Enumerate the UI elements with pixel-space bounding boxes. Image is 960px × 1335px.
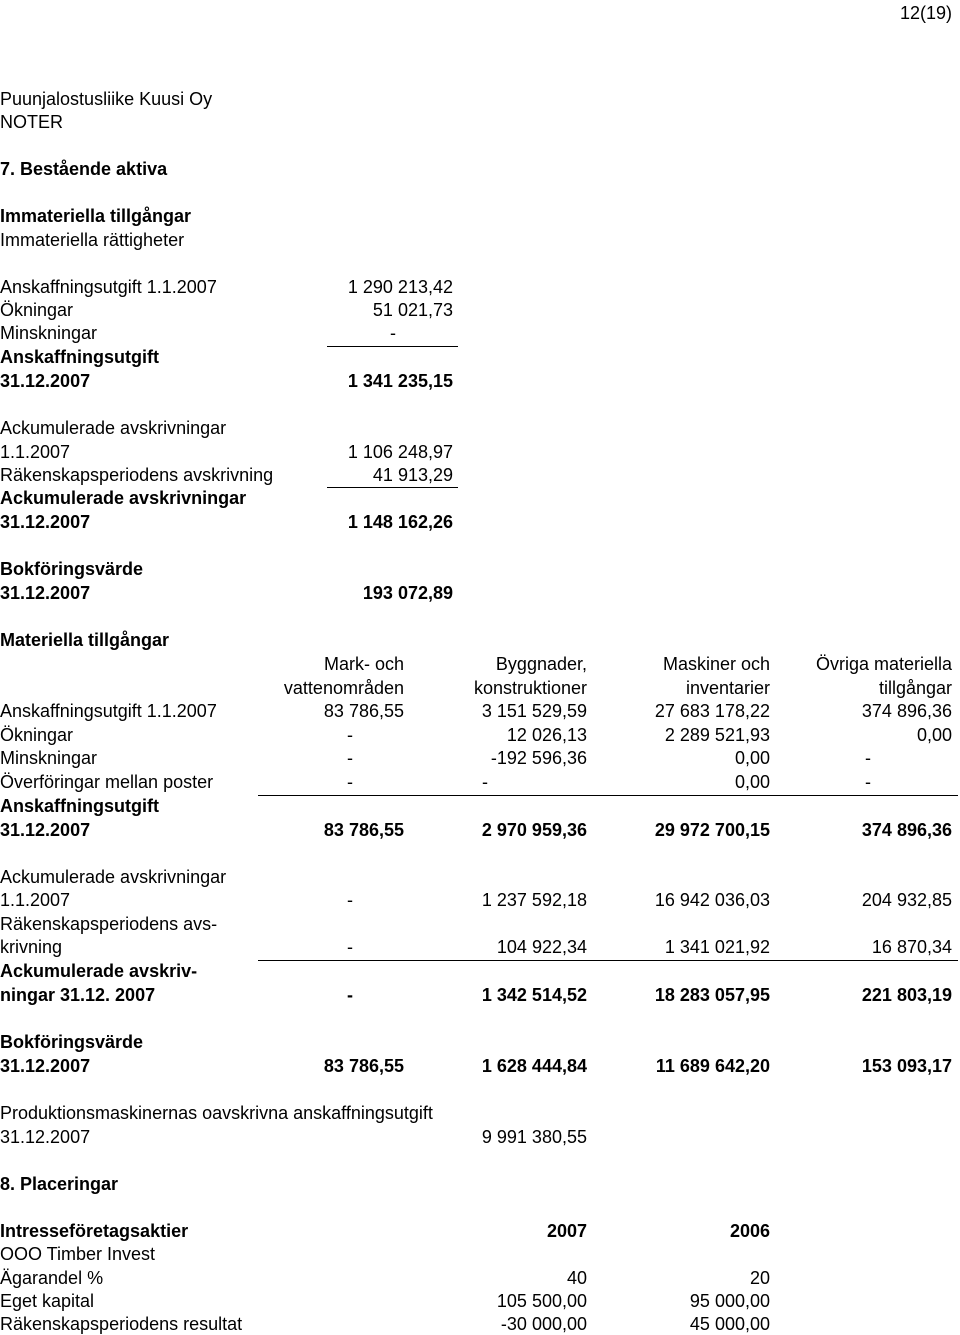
col-header-land-1: Mark- och <box>323 654 404 674</box>
intangible-decreases-label: Minskningar <box>0 323 98 343</box>
tangible-dep-other: 16 870,34 <box>871 937 952 957</box>
col-header-buildings-1: Byggnader, <box>495 654 587 674</box>
ownership-label: Ägarandel % <box>0 1268 104 1288</box>
tangible-cost-total-buildings: 2 970 959,36 <box>481 820 587 840</box>
intangible-book-label-1: Bokföringsvärde <box>0 559 144 579</box>
tangible-acc-total-machinery: 18 283 057,95 <box>654 985 770 1005</box>
col-header-land-2: vattenområden <box>283 678 404 698</box>
intangible-increases-value: 51 021,73 <box>372 300 453 320</box>
col-header-machinery-1: Maskiner och <box>662 654 770 674</box>
tangible-increases-other: 0,00 <box>916 725 952 745</box>
tangible-book-other: 153 093,17 <box>861 1056 952 1076</box>
tangible-cost-open-other: 374 896,36 <box>861 701 952 721</box>
result-2006: 45 000,00 <box>689 1314 770 1334</box>
tangible-transfers-buildings: - <box>482 772 488 792</box>
equity-label: Eget kapital <box>0 1291 95 1311</box>
tangible-acc-open-machinery: 16 942 036,03 <box>654 890 770 910</box>
associated-shares-heading: Intresseföretagsaktier <box>0 1221 189 1241</box>
tangible-acc-rule <box>258 960 958 961</box>
section8-heading: 8. Placeringar <box>0 1174 119 1194</box>
tangible-acc-open-buildings: 1 237 592,18 <box>481 890 587 910</box>
tangible-cost-open-land: 83 786,55 <box>323 701 404 721</box>
intangible-acc-total-label-2: 31.12.2007 <box>0 512 91 532</box>
tangible-decreases-machinery: 0,00 <box>734 748 770 768</box>
tangible-acc-total-other: 221 803,19 <box>861 985 952 1005</box>
tangible-book-buildings: 1 628 444,84 <box>481 1056 587 1076</box>
tangible-increases-machinery: 2 289 521,93 <box>664 725 770 745</box>
tangible-heading: Materiella tillgångar <box>0 630 170 650</box>
intangible-book-value: 193 072,89 <box>362 583 453 603</box>
page-number: 12(19) <box>899 3 952 23</box>
intangible-acc-open-value: 1 106 248,97 <box>347 442 453 462</box>
tangible-transfers-machinery: 0,00 <box>734 772 770 792</box>
intangible-cost-total-label-2: 31.12.2007 <box>0 371 91 391</box>
tangible-cost-open-label: Anskaffningsutgift 1.1.2007 <box>0 701 217 721</box>
intangible-dep-value: 41 913,29 <box>372 465 453 485</box>
tangible-cost-total-land: 83 786,55 <box>323 820 404 840</box>
tangible-decreases-buildings: -192 596,36 <box>490 748 587 768</box>
equity-2006: 95 000,00 <box>689 1291 770 1311</box>
intangible-acc-rule <box>327 487 458 488</box>
intangible-acc-total-label-1: Ackumulerade avskrivningar <box>0 488 247 508</box>
col-header-machinery-2: inventarier <box>685 678 770 698</box>
tangible-cost-total-label-2: 31.12.2007 <box>0 820 91 840</box>
tangible-cost-rule <box>258 795 958 796</box>
col-header-other-2: tillgångar <box>878 678 952 698</box>
tangible-increases-buildings: 12 026,13 <box>506 725 587 745</box>
section7-heading: 7. Bestående aktiva <box>0 159 168 179</box>
tangible-book-label-2: 31.12.2007 <box>0 1056 91 1076</box>
tangible-cost-open-machinery: 27 683 178,22 <box>654 701 770 721</box>
doc-type: NOTER <box>0 112 63 132</box>
tangible-acc-total-buildings: 1 342 514,52 <box>481 985 587 1005</box>
unwritten-label-1: Produktionsmaskinernas oavskrivna anskaffningsutgift <box>0 1103 433 1123</box>
intangible-acc-total-value: 1 148 162,26 <box>347 512 453 532</box>
tangible-decreases-land: - <box>347 748 353 768</box>
tangible-acc-total-label-1: Ackumulerade avskriv- <box>0 961 198 981</box>
intangible-heading: Immateriella tillgångar <box>0 206 192 226</box>
company-name: Puunjalostusliike Kuusi Oy <box>0 89 213 109</box>
result-2007: -30 000,00 <box>500 1314 587 1334</box>
tangible-dep-land: - <box>347 937 353 957</box>
tangible-acc-open-land: - <box>347 890 353 910</box>
tangible-increases-land: - <box>347 725 353 745</box>
intangible-acc-label-2: 1.1.2007 <box>0 442 71 462</box>
intangible-cost-open-value: 1 290 213,42 <box>347 277 453 297</box>
tangible-dep-label-2: krivning <box>0 937 63 957</box>
tangible-cost-open-buildings: 3 151 529,59 <box>481 701 587 721</box>
tangible-cost-total-label-1: Anskaffningsutgift <box>0 796 159 816</box>
tangible-acc-open-other: 204 932,85 <box>861 890 952 910</box>
intangible-increases-label: Ökningar <box>0 300 74 320</box>
intangible-cost-total-label-1: Anskaffningsutgift <box>0 347 159 367</box>
intangible-dep-label: Räkenskapsperiodens avskrivning <box>0 465 274 485</box>
tangible-acc-total-land: - <box>347 985 353 1005</box>
intangible-cost-rule <box>327 346 458 347</box>
year-2006-header: 2006 <box>729 1221 770 1241</box>
tangible-book-machinery: 11 689 642,20 <box>655 1056 770 1076</box>
intangible-subheading: Immateriella rättigheter <box>0 230 185 250</box>
tangible-acc-total-label-2: ningar 31.12. 2007 <box>0 985 156 1005</box>
intangible-cost-open-label: Anskaffningsutgift 1.1.2007 <box>0 277 217 297</box>
tangible-dep-buildings: 104 922,34 <box>496 937 587 957</box>
tangible-increases-label: Ökningar <box>0 725 74 745</box>
equity-2007: 105 500,00 <box>496 1291 587 1311</box>
tangible-decreases-other: - <box>865 748 871 768</box>
col-header-other-1: Övriga materiella <box>815 654 952 674</box>
ownership-2006: 20 <box>749 1268 770 1288</box>
intangible-acc-label-1: Ackumulerade avskrivningar <box>0 418 227 438</box>
tangible-acc-open-label-1: Ackumulerade avskrivningar <box>0 867 227 887</box>
result-label: Räkenskapsperiodens resultat <box>0 1314 243 1334</box>
intangible-book-label-2: 31.12.2007 <box>0 583 91 603</box>
intangible-decreases-value: - <box>390 323 396 343</box>
tangible-dep-machinery: 1 341 021,92 <box>664 937 770 957</box>
ownership-2007: 40 <box>566 1268 587 1288</box>
tangible-transfers-other: - <box>865 772 871 792</box>
intangible-cost-total-value: 1 341 235,15 <box>347 371 453 391</box>
tangible-book-land: 83 786,55 <box>323 1056 404 1076</box>
tangible-acc-open-label-2: 1.1.2007 <box>0 890 71 910</box>
unwritten-label-2: 31.12.2007 <box>0 1127 91 1147</box>
tangible-transfers-label: Överföringar mellan poster <box>0 772 214 792</box>
year-2007-header: 2007 <box>546 1221 587 1241</box>
tangible-dep-label-1: Räkenskapsperiodens avs- <box>0 914 218 934</box>
tangible-transfers-land: - <box>347 772 353 792</box>
unwritten-value: 9 991 380,55 <box>481 1127 587 1147</box>
associate-company-name: OOO Timber Invest <box>0 1244 156 1264</box>
tangible-book-label-1: Bokföringsvärde <box>0 1032 144 1052</box>
tangible-decreases-label: Minskningar <box>0 748 98 768</box>
col-header-buildings-2: konstruktioner <box>473 678 587 698</box>
tangible-cost-total-other: 374 896,36 <box>861 820 952 840</box>
tangible-cost-total-machinery: 29 972 700,15 <box>654 820 770 840</box>
